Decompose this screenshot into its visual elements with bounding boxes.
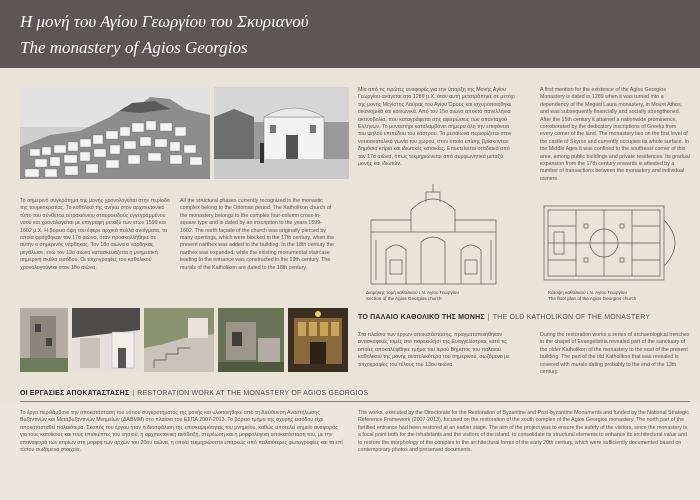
restoration-title (20, 390, 368, 397)
photo-iconostasis (288, 308, 348, 372)
katholikon-text-english: All the structural phases currently recognized in the monastic complex belong to the Ottoman period. The Katholikon church of the monastery belongs to the complex four-column cross-in-square type and is dated by an inscription to the years 1599-1602. The north façade of the church was originally pierced by many openings, which were blocked in the 17th century, when the present narthex was added to the building. In the 18th century the narthex was expanded, while the existing monumental staircase leading to the entrance was constructed in the 19th century. The murals of the Katholikon are dated to the 18th century. (180, 198, 335, 271)
title-separator: | (487, 314, 490, 321)
restoration-title-greek: ΟΙ ΕΡΓΑΣΙΕΣ ΑΠΟΚΑΤΑΣΤΑΣΗΣ (20, 390, 130, 397)
restoration-title-english: RESTORATION WORK AT THE MONASTERY OF AGIOS GEORGIOS (137, 390, 369, 397)
old-katholikon-title (358, 314, 650, 321)
title-greek: Η μονή του Αγίου Γεωργίου του Σκυριανού (20, 12, 309, 31)
section-caption-greek: Διαμήκης τομή καθολικού Ι.Ν. Αγίου Γεωργίου (366, 290, 459, 295)
restoration-text-greek: Το έργο περιλάμβανε την αποκατάσταση του νότιου συγκροτήματος της μονής και υλοποιήθηκε από τη Διεύθυνση Αναστήλωσης Βυζαντινών και Μεταβυζαντινών Μνημείων (ΔΑΒΜΜ) στο πλαίσιο του ΕΣΠΑ 2007-2013. Το βόρειο τμήμα της οχυρής εισόδου είχε αποκατασταθεί παλαιότερα. Σκοπός του έργου ήταν η διασφάλιση της επισκεψιμότητας του μνημείου, καθώς αποτελεί σημείο αναφοράς για τους κατοίκους και τους επισκέπτες του νησιού, η αρχιτεκτονική ανάδειξη, στερέωση και η μορφολογική αποκατάσταση του, με την επαναφορά των κτιρίων στη μορφή των αρχών του 20ου αιώνα, η οποία τεκμηριώνεται επαρκώς από παλαιότερες φωτογραφίες και τα επί τόπου σωζόμενα στοιχεία. (20, 410, 343, 454)
photo-tower (20, 308, 68, 372)
church-floor-plan-drawing (540, 200, 690, 286)
plan-caption-greek: Κάτοψη καθολικού Ι.Ν. Αγίου Γεωργίου (548, 290, 627, 295)
intro-text-greek: Μία από τις πρώτες αναφορές για την ύπαρξη της Μονής Αγίου Γεωργίου ανάγεται στο 1289 μ.Χ. όταν αυτή μετατράπηκε σε μετόχι της μονής Μεγίστης Λαύρας του Αγίου Όρους και ισχυροποιήθηκε οικονομικά και κοινωνικά. Από τον 15ο αιώνα αποκτά πανελλήνια ακτινοβολία, που καταγράφεται στις αφιερώσεις των απανταχού Ελλήνων. Το μοναστήρι καταλαμβάνει σήμερα όλη την επιφάνεια του ψηλού επιπέδου του κάστρου. Το μεσαίωνα περιορίζεται στον νοτιοανατολικό γωνία του χώρου, στον οποίο επίσης βρίσκονταν δημόσια κτίρια και ιδιωτικές κατοικίες. Επεκτείνεται σταδιακά από τον 17ο αιώνα, όπως τεκμηριώνεται από συμφωνητικά μεταξύ μονής και ιδιωτών. (358, 87, 515, 168)
photo-monastery-entrance (214, 87, 349, 179)
photo-ruins (218, 308, 284, 372)
title-english: The monastery of Agios Georgios (20, 38, 248, 57)
katholikon-text-greek: Το σημερινό συγκρότημα της μονής χρονολογείται στην περίοδο της τουρκοκρατίας. Το καθολικό της ανήκει στον αρχιτεκτονικό τύπο του σύνθετου τετρακιόνιου σταυροειδούς εγγεγραμμένου ναού και χρονολογείται με επιγραφή μεταξύ των ετών 1599 και 1602 μ.Χ. Η βόρεια όψη του έφερε αρχικά πολλά ανοίγματα, τα οποία φράχθηκαν τον 17ο αιώνα, όταν προσκολλήθηκε σε αυτήν ο σημερινός νάρθηκας. Τον 18ο αιώνα ο νάρθηκας μεγάλωσε, ενώ τον 19ο αιώνα κατασκευάζεται η μνημειακή σημερινή σκάλα εισόδου. Οι τοιχογραφίες του καθολικού χρονολογούνται στον 18ο αιώνα. (20, 198, 170, 271)
old-katholikon-text-english: During the restoration works a series of archaeological trenches in the chapel of Evangelistria revealed part of the sanctuary of the older Katholikon of the monastery to the east of the present building. The part of the old Katholikon that was revealed is covered with murals dating probably to the end of the 13th century. (540, 332, 690, 376)
restoration-divider (20, 401, 690, 402)
photo-courtyard (72, 308, 140, 372)
plan-caption-english: The floor plan of the Agios Georgios church (548, 296, 637, 301)
title-separator: | (132, 390, 135, 397)
old-katholikon-text-greek: Στα πλαίσια των έργων αποκατάστασης, πραγματοποιήθηκαν ανασκαφικές τομές στο παρεκκλήσι της Ευαγγελίστριας κατά τις οποίες αποκαλύφθηκε τμήμα του Ιερού Βήματος του παλαιού καθολικού της μονής ανατολικότερα του σημερινού, σωζόμενο με τοιχογραφίες του τέλους του 13ου αιώνα. (358, 332, 510, 368)
church-section-drawing (366, 180, 501, 288)
photo-stairs (144, 308, 214, 372)
intro-text-english: A first mention for the existence of the Agios Georgios Monastery is dated in 1289 when it was turned into a dependency of the Megisti Laura monastery, in Mount Athos, and was subsequently financially and socially strengthened. After the 15th century it attained a nationwide prominence, corroborated by the dedicatory inscriptions of Greeks from every corner of the land. The monastery lies on the first level of the castle of Skyros and currently occupies its whole surface. In the Middle Ages it was confined to the southeast corner of this area, among public buildings and private residences. Its gradual expansion from the 17th century onwards is attested by a number of transactions between the monastery and individual owners. (540, 87, 690, 182)
section-caption-english: Section of the Agios Georgios church (366, 296, 442, 301)
old-katholikon-title-english: THE OLD KATHOLIKON OF THE MONASTERY (492, 314, 651, 321)
header-banner (0, 0, 700, 68)
restoration-text-english: The works, executed by the Directorate for the Restoration of Byzantine and Post-byzantine Monuments and funded by the National Strategic Reference Framework (2007-2013), focused on the restoration of the south complex of the Agios Georgios monastery. The north part of the fortified entrance had been restored at an earlier stage. The aim of the project was to ensure the safety of the visitors, since the monastery is a focal point both for the inhabitants and the visitors of the island, to consolidate its structural elements to enhance its architectural value and to restore the morphology of the complex to the architectural forms of the early 20th century, which were sufficiently documented based on contemporary photos and preserved documents. (358, 410, 689, 454)
photo-skyros-town (20, 87, 210, 179)
old-katholikon-title-greek: ΤΟ ΠΑΛΑΙΟ ΚΑΘΟΛΙΚΟ ΤΗΣ ΜΟΝΗΣ (358, 314, 485, 321)
